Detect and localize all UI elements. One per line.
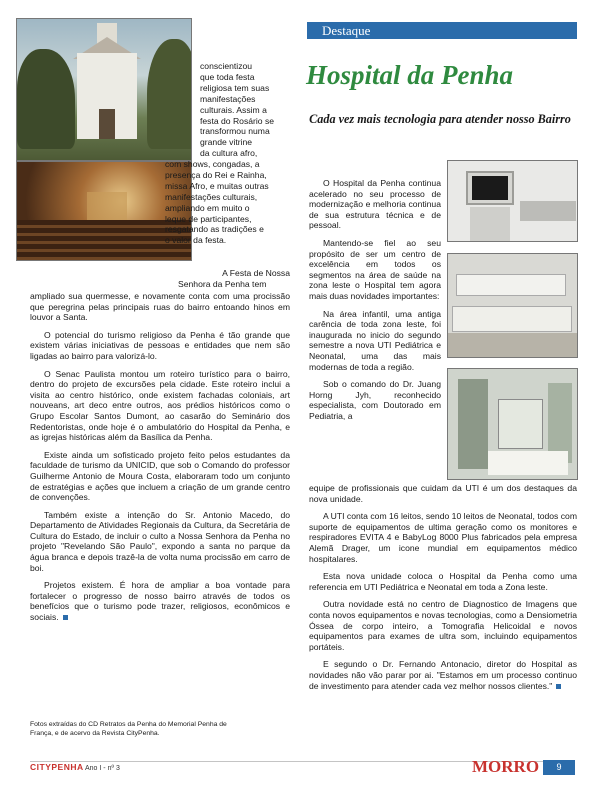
end-of-article-square-icon — [556, 684, 561, 689]
left-wrap-text-festa: A Festa de Nossa Senhora da Penha tem — [178, 268, 290, 289]
neonatal-icu-photo — [447, 368, 578, 480]
right-column-wide-body: equipe de profissionais que cuidam da UTI é um dos destaques da nova unidade. A UTI conta com 16 leitos, sendo 10 leitos de Neonatal, todos com suporte de equipamentos de ultima geração como os monitores e respiradores EVITA 4 e BabyLog 8000 Plus fabricados pela empresa Alemã Drager, um icone mundial em equipamentos médico hospitalares. Esta nova unidade coloca o Hospital da Penha como uma referencia em UTI Pediátrica e Neonatal em toda a Zona leste. Outra novidade está no centro de Diagnostico de Imagens que conta novos equipamentos e novas tecnologias, como a Densiometria Óssea de corpo inteiro, a Tomografia Helicoidal e novos equipamentos para exames de ultra som, incluindo equipamentos portáteis. E segundo o Dr. Fernando Antonacio, diretor do Hospital as novidades não vão parar por ai. "Estamos em um processo continuo de investimento para atender cada vez melhor nossos clientes." — [309, 483, 577, 691]
article-headline: Hospital da Penha — [306, 60, 514, 90]
church-exterior-photo — [16, 18, 192, 161]
ultrasound-equipment-photo — [447, 160, 578, 242]
bone-densitometer-photo — [447, 253, 578, 358]
section-label: Destaque — [322, 23, 371, 38]
magazine-logo: CITYPENHA — [30, 762, 84, 772]
issue-number: Ano I - nº 3 — [85, 765, 120, 772]
end-of-article-square-icon — [63, 615, 68, 620]
left-wrap-text: conscientizou que toda festa religiosa tem suas manifestações culturais. Assim a festa do Rosário se transformou numa grande vitrine da cultura afro, — [200, 61, 275, 159]
right-column-narrow-body: O Hospital da Penha continua acelerado no seu processo de modernização e melhoria continua de sua estrutura técnica e de pessoal. Mantendo-se fiel ao seu propósito de ser um centro de excelência em todos os segmentos na área de saúde na zona leste o Hospital tem agora mais duas novidades importantes: Na área infantil, uma antiga carência de toda zona leste, foi inaugurada no inicio do segundo semestre a nova UTI Pediátrica e Neonatal, uma das mais modernas de toda a região. Sob o comando do Dr. Juang Horng Jyh, reconhecido especialista, com Doutorado em Pediatria, a — [309, 178, 441, 421]
photo-credits: Fotos extraídas do CD Retratos da Penha do Memorial Penha de França, e de acervo da Revista CityPenha. — [30, 721, 227, 737]
left-column-body: ampliado sua quermesse, e novamente conta com uma procissão que peregrina pelas principais ruas do bairro entoando hinos em louvor a Santa. O potencial do turismo religioso da Penha é tão grande que existem várias iniciativas de pessoas e entidades que nem são ligadas ao bairro para valorizá-lo. O Senac Paulista montou um roteiro turístico para o bairro, dentro do projeto de excursões pela cidade. Este roteiro inclui a visita ao centro histórico, onde existem fachadas coloniais, art nouveans, art deco entre outros, aos prédios históricos como o Grupo Escolar Santos Dumont, ao casarão do Seminário dos Redentoristas, onde hoje é o ambulatório do Hospital da Penha, e as igrejas históricas além da Basílica da Penha. Existe ainda um sofisticado projeto feito pelos estudantes da faculdade de turismo da UNICID, que sob o Comando do professor Guilherme Antonio de Moura Costa, elaboraram todo um conjunto de estratégias e ações que incluem a criação de um grande centro de convenções. Também existe a intenção do Sr. Antonio Macedo, do Departamento de Atividades Regionais da Cultura, da Secretária de Cultura do Estado, de incluir o culto a Nossa Senhora da Penha no projeto "Revelando São Paulo", expondo a santa no parque da água branca e depois trazê-la de volta numa procissão em carro de boi. Projetos existem. É hora de ampliar a boa vontade para fortalecer o progresso de nosso bairro através de todos os benefícios que o turismo pode trazer, religiosos, econômicos e sociais. — [30, 291, 290, 623]
left-wrap-text-lower: com shows, congadas, a presença do Rei e Rainha, missa Afro, e muitas outras manifestações culturais, ampliando em muito o leque de participantes, resgatando as tradições e o valor da festa. — [165, 159, 269, 246]
article-subheadline: Cada vez mais tecnologia para atender nosso Bairro — [309, 112, 571, 126]
sponsor-logo: MORRO — [472, 757, 540, 776]
page-number: 9 — [556, 762, 562, 772]
